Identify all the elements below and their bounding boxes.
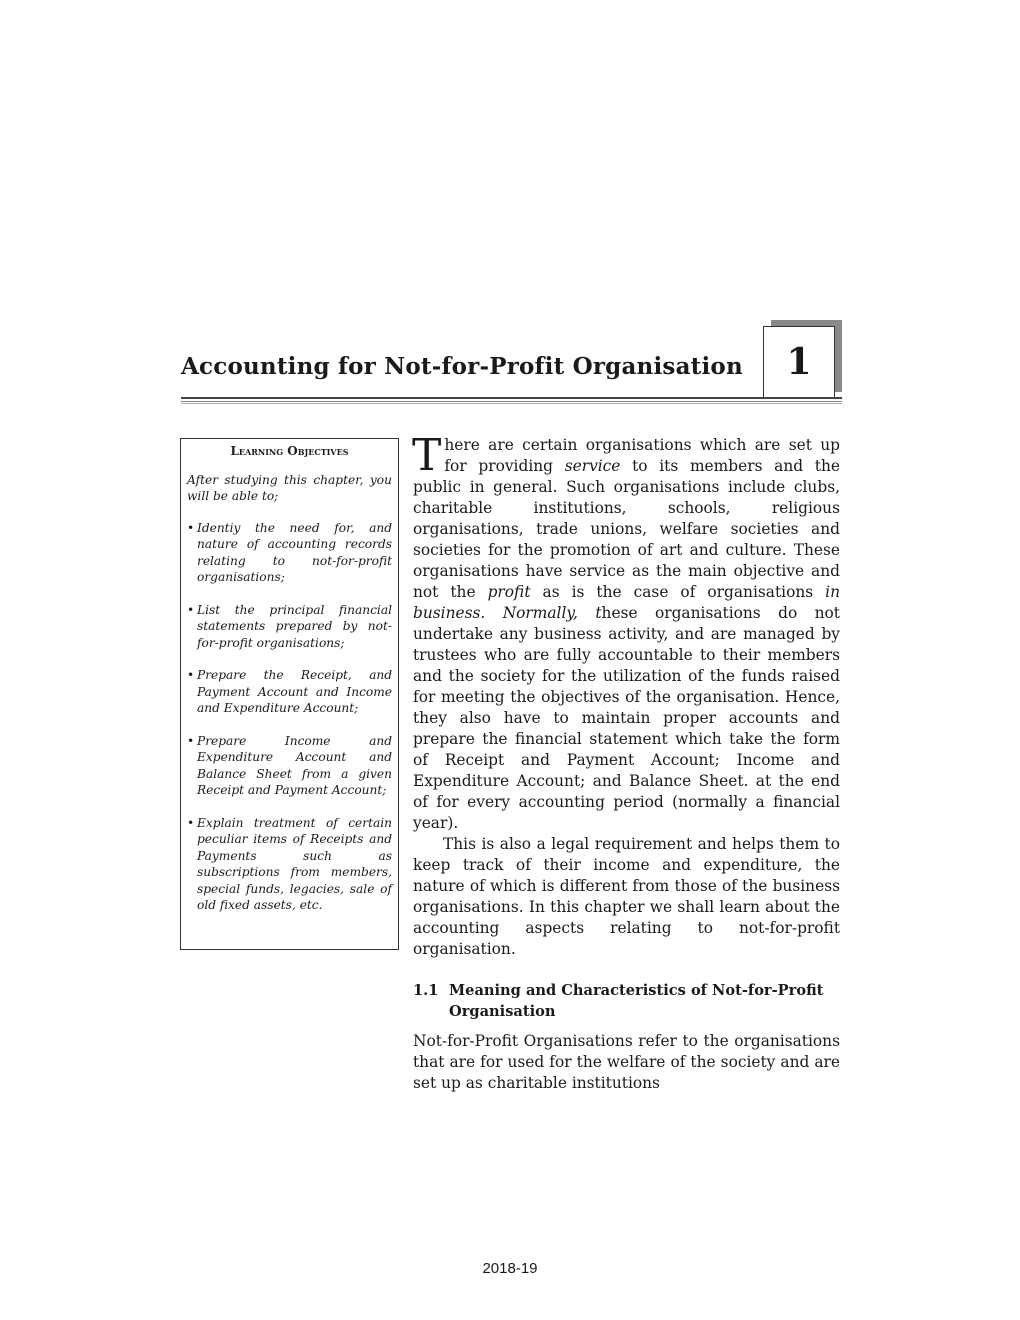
main-text-column xyxy=(412,430,840,1094)
objective-item: • List the principal financial statements prepared by not-for-profit organisations; xyxy=(187,602,392,652)
title-rule-thin xyxy=(181,401,842,402)
chapter-number-box xyxy=(763,326,835,398)
objective-item: • Prepare Income and Expenditure Account and Balance Sheet from a given Receipt and Payment Account; xyxy=(187,733,392,799)
objective-item: • Prepare the Receipt, and Payment Account and Income and Expenditure Account; xyxy=(187,667,392,717)
objective-item: • Explain treatment of certain peculiar items of Receipts and Payments such as subscriptions from members, special funds, legacies, sale of old fixed assets, etc. xyxy=(187,815,392,914)
drop-cap: T xyxy=(412,430,442,481)
section-title: Meaning and Characteristics of Not-for-Profit Organisation xyxy=(449,982,824,1020)
intro-text-1: here are certain organisations which are set up for providing xyxy=(444,436,840,475)
intro-paragraph xyxy=(412,430,840,834)
section-number: 1.1 xyxy=(413,982,439,999)
second-paragraph: This is also a legal requirement and helps them to keep track of their income and expenditure, the nature of which is different from those of the business organisations. In this chapter we shall learn about the accounting aspects relating to not-for-profit organisation. xyxy=(413,835,840,958)
objectives-intro: After studying this chapter, you will be able to; xyxy=(187,472,392,503)
title-rule-faint xyxy=(181,403,842,404)
objective-item: • Identiy the need for, and nature of accounting records relating to not-for-profit organisations; xyxy=(187,520,392,586)
section-heading xyxy=(413,980,840,1022)
chapter-title: Accounting for Not-for-Profit Organisation xyxy=(181,353,743,380)
learning-objectives-box xyxy=(180,438,399,950)
third-paragraph: Not-for-Profit Organisations refer to the organisations that are for used for the welfare of the society and are set up as charitable institutions xyxy=(413,1032,840,1092)
chapter-number: 1 xyxy=(786,341,812,383)
intro-emphasis-business: in business. Normally, t xyxy=(413,583,840,622)
objectives-heading: Learning Objectives xyxy=(230,444,349,458)
objectives-list xyxy=(187,520,392,914)
intro-emphasis-service: service xyxy=(564,457,621,475)
title-rule xyxy=(181,397,842,399)
intro-emphasis-profit: profit xyxy=(487,583,531,601)
intro-text-2: to its members and the public in general. Such organisations include clubs, charitable institutions, schools, religious organisations, trade unions, welfare societies and societies for the promotion of art and culture. These organisations have service as the main objective and not the xyxy=(413,457,840,601)
intro-text-3: as is the case of organisations xyxy=(530,583,826,601)
page-footer-year: 2018-19 xyxy=(482,1260,538,1277)
intro-text-4: hese organisations do not undertake any business activity, and are managed by trustees who are fully accountable to their members and the society for the utilization of the funds raised for meeting the objectives of the organisation. Hence, they also have to maintain proper accounts and prepare the financial statement which take the form of Receipt and Payment Account; Income and Expenditure Account; and Balance Sheet. at the end of for every accounting period (normally a financial year). xyxy=(413,604,840,832)
